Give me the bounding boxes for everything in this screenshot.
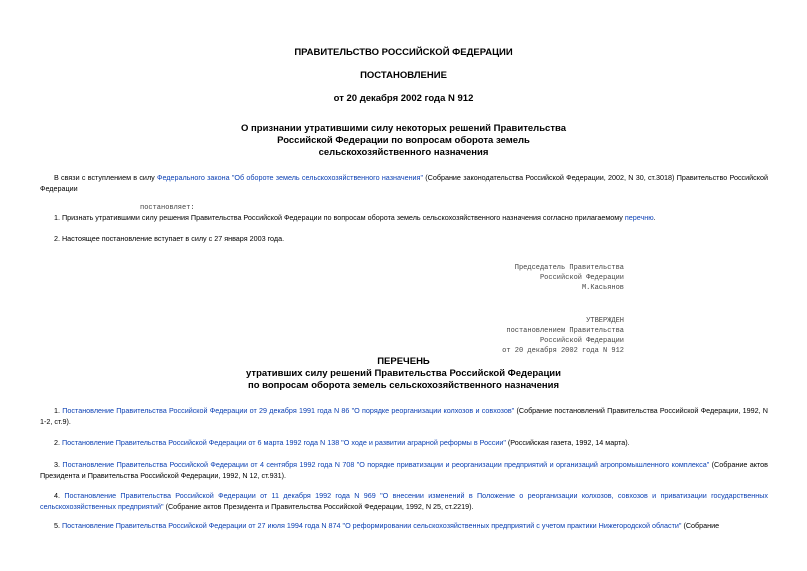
signature-line: М.Касьянов	[581, 284, 624, 292]
decree-link[interactable]: Постановление Правительства Российской Федерации от 11 декабря 1992 года N 969 "О внесении изменений в Положение о реорганизации колхозов, совхозов и приватизации государственных сельскохозяйственных предприятий"	[40, 491, 768, 511]
decree-link[interactable]: Постановление Правительства Российской Федерации от 29 декабря 1991 года N 86 "О порядке реорганизации колхозов и совхозов"	[62, 406, 515, 415]
approval-block	[440, 316, 624, 356]
list-title-line: ПЕРЕЧЕНЬ	[377, 356, 430, 367]
list-item-number: 3.	[54, 460, 63, 469]
decree-link[interactable]: Постановление Правительства Российской Федерации от 4 сентября 1992 года N 708 "О порядке приватизации и реорганизации предприятий и организаций агропромышленного комплекса"	[62, 460, 710, 469]
list-item	[40, 405, 768, 427]
list-item-number: 2.	[54, 438, 62, 447]
item-2: 2. Настоящее постановление вступает в силу с 27 января 2003 года.	[54, 234, 285, 243]
list-item-number: 5.	[54, 521, 62, 530]
list-title-line: утративших силу решений Правительства Российской Федерации	[246, 368, 561, 379]
item-1	[54, 212, 768, 223]
title-line: О признании утратившими силу некоторых решений Правительства	[241, 123, 566, 134]
decrees-label: постановляет:	[140, 204, 195, 212]
list-link[interactable]: перечню	[624, 213, 654, 222]
list-item	[40, 520, 768, 531]
approval-line: УТВЕРЖДЕН	[586, 317, 624, 325]
list-item	[40, 459, 768, 481]
list-item-number: 1.	[54, 406, 63, 415]
federal-law-link[interactable]: Федерального закона "Об обороте земель сельскохозяйственного назначения"	[157, 173, 423, 182]
title-line: сельскохозяйственного назначения	[318, 147, 489, 158]
preamble-text: (Собрание законодательства Российской Федерации, 2002, N 30, ст.3018) Правительство Российской Федерации	[40, 173, 768, 193]
list-item-text: (Собрание актов Президента и Правительства Российской Федерации, 1992, N 12, ст.931).	[40, 460, 768, 480]
approval-line: постановлением Правительства	[506, 327, 624, 335]
list-title	[0, 356, 807, 392]
approval-line: Российской Федерации	[539, 337, 624, 345]
list-title-line: по вопросам оборота земель сельскохозяйственного назначения	[247, 380, 560, 391]
document-title	[0, 123, 807, 159]
document-type: ПОСТАНОВЛЕНИЕ	[360, 70, 447, 81]
list-item	[40, 437, 768, 448]
list-item	[40, 490, 768, 512]
document-date-number: от 20 декабря 2002 года N 912	[333, 93, 474, 104]
list-item-text: (Собрание актов Президента и Правительства Российской Федерации, 1992, N 25, ст.2219).	[163, 502, 474, 511]
approval-line: от 20 декабря 2002 года N 912	[502, 347, 624, 355]
list-item-number: 4.	[54, 491, 65, 500]
item-text: .	[653, 213, 656, 222]
list-item-text: (Собрание	[681, 521, 720, 530]
signature-block	[440, 263, 624, 293]
preamble	[40, 172, 768, 194]
decree-link[interactable]: Постановление Правительства Российской Федерации от 6 марта 1992 года N 138 "О ходе и развитии аграрной реформы в России"	[62, 438, 506, 447]
item-text: 1. Признать утратившими силу решения Правительства Российской Федерации по вопросам оборота земель сельскохозяйственного назначения согласно прилагаемому	[54, 213, 625, 222]
signature-line: Председатель Правительства	[514, 264, 624, 272]
signature-line: Российской Федерации	[539, 274, 624, 282]
government-name: ПРАВИТЕЛЬСТВО РОССИЙСКОЙ ФЕДЕРАЦИИ	[294, 47, 513, 58]
preamble-text: В связи с вступлением в силу	[54, 173, 157, 182]
list-item-text: (Российская газета, 1992, 14 марта).	[505, 438, 630, 447]
decree-link[interactable]: Постановление Правительства Российской Федерации от 27 июля 1994 года N 874 "О реформировании сельскохозяйственных предприятий с учетом практики Нижегородской области"	[62, 521, 682, 530]
list-item-text: (Собрание постановлений Правительства Российской Федерации, 1992, N 1-2, ст.9).	[40, 406, 768, 426]
title-line: Российской Федерации по вопросам оборота земель	[277, 135, 530, 146]
